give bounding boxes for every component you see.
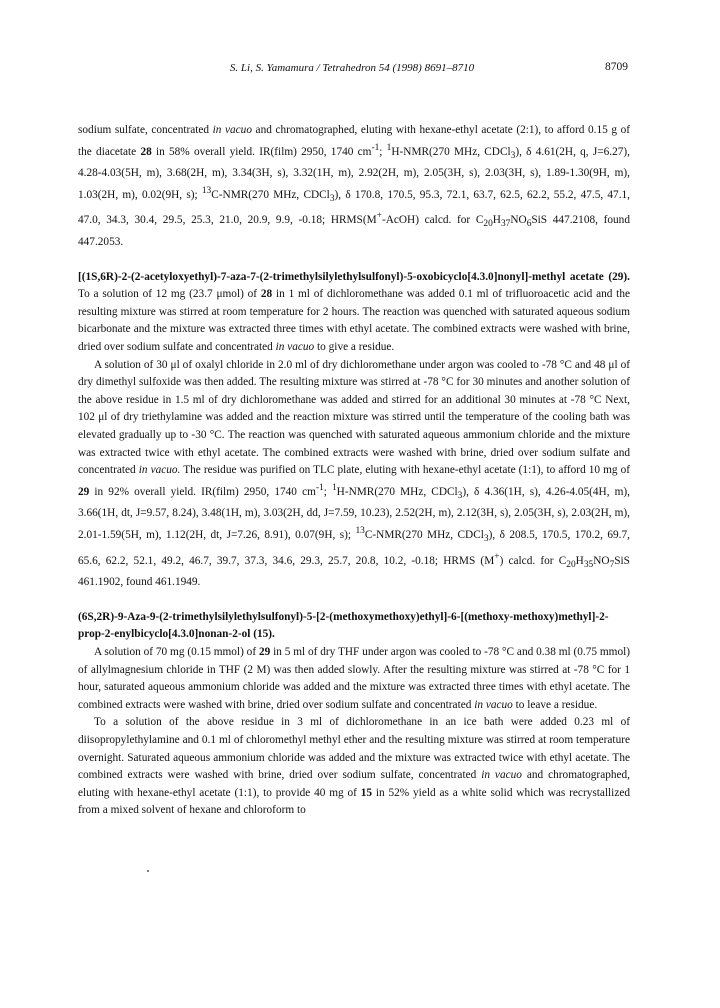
running-head: S. Li, S. Yamamura / Tetrahedron 54 (1998) 8691–8710	[229, 62, 475, 74]
paragraph-allylation: A solution of 70 mg (0.15 mmol) of 29 in 5 ml of dry THF under argon was cooled to -78 °C and 0.38 ml (0.75 mmol) of allylmagnesium chloride in THF (2 M) was then added slowly. After the resulting mixture was stirred at -78 °C for 1 hour, saturated aqueous ammonium chloride was added and the mixture was extracted three times with ethyl acetate. The combined extracts were washed with brine, dried over sodium sulfate and concentrated in vacuo to leave a residue.	[78, 645, 630, 711]
compound-15-title: (6S,2R)-9-Aza-9-(2-trimethylsilylethylsulfonyl)-5-[2-(methoxymethoxy)ethyl]-6-[(methoxy-methoxy)methyl]-2-prop-2-enylbicyclo[4.3.0]nonan-2-ol (15).	[78, 610, 609, 641]
paragraph-compound-29: [(1S,6R)-2-(2-acetyloxyethyl)-7-aza-7-(2-trimethylsilylethylsulfonyl)-5-oxobicyclo[4.3.0]nonyl]-methyl acetate (29). To a solution of 12 mg (23.7 μmol) of 28 in 1 ml of dichloromethane was added 0.1 ml of trifluoroacetic acid and the resulting mixture was stirred at room temperature for 2 hours. The reaction was quenched with saturated aqueous sodium bicarbonate and the mixture was extracted three times with ethyl acetate. The combined extracts were washed with brine, dried over sodium sulfate and concentrated in vacuo to give a residue.	[78, 270, 630, 353]
page-number: 8709	[605, 61, 628, 73]
paragraph-gap	[78, 592, 630, 609]
paragraph-gap	[78, 252, 630, 269]
paragraph-mom-protection: To a solution of the above residue in 3 ml of dichloromethane in an ice bath were added 0.23 ml of diisopropylethylamine and 0.1 ml of chloromethyl methyl ether and the resulting mixture was stirred at room temperature overnight. Saturated aqueous ammonium chloride was added and the mixture was extracted twice with ethyl acetate. The combined extracts were washed with brine, dried over sodium sulfate, concentrated in vacuo and chromatographed, eluting with hexane-ethyl acetate (1:1), to provide 40 mg of 15 in 52% yield as a white solid which was recrystallized from a mixed solvent of hexane and chloroform to	[78, 716, 630, 817]
paragraph-diacetate-28: sodium sulfate, concentrated in vacuo and chromatographed, eluting with hexane-ethyl acetate (2:1), to afford 0.15 g of the diacetate 28 in 58% overall yield. IR(film) 2950, 1740 $cm^{-1}$; $^1$H-NMR(270 MHz, CDCl$_3$), δ 4.61(2H, q, J=6.27), 4.28-4.03(5H, m), 3.68(2H, m), 3.34(3H, s), 3.32(1H, m), 2.92(2H, m), 2.05(3H, s), 2.03(3H, s), 1.89-1.30(9H, m), 1.03(2H, m), 0.02(9H, s); $^{13}$C-NMR(270 MHz, CDCl$_3$), δ 170.8, 170.5, 95.3, 72.1, 63.7, 62.5, 62.2, 55.2, 47.5, 47.1, 47.0, 34.3, 30.4, 29.5, 25.3, 21.0, 20.9, 9.9, -0.18; HRMS(M+-AcOH) calcd. for $C_{20}H_{37}NO_6SiS$ 447.2108, found 447.2053.	[78, 124, 630, 249]
paragraph-oxidation: A solution of 30 μl of oxalyl chloride in 2.0 ml of dry dichloromethane under argon was cooled to -78 °C and 48 μl of dry dimethyl sulfoxide was then added. The resulting mixture was stirred at -78 °C for 30 minutes and another solution of the above residue in 1.5 ml of dry dichloromethane was added and stirred for an additional 30 minutes at -78 °C Next, 102 μl of dry triethylamine was added and the reaction mixture was stirred until the temperature of the cooling bath was elevated gradually up to -30 °C. The reaction was quenched with saturated aqueous ammonium chloride and the mixture was extracted twice with ethyl acetate. The combined extracts were washed with brine, dried over sodium sulfate and concentrated in vacuo. The residue was purified on TLC plate, eluting with hexane-ethyl acetate (1:1), to afford 10 mg of 29 in 92% overall yield. IR(film) 2950, 1740 $cm^{-1}$; $^1$H-NMR(270 MHz, CDCl$_3$), δ 4.36(1H, s), 4.26-4.05(4H, m), 3.66(1H, dt, J=9.57, 8.24), 3.48(1H, m), 3.03(2H, dd, J=7.59, 10.23), 2.52(2H, m), 2.12(3H, s), 2.05(3H, s), 2.03(2H, m), 2.01-1.59(5H, m), 1.12(2H, dt, J=7.26, 8.91), 0.07(9H, s); $^{13}$C-NMR(270 MHz, CDCl$_3$), δ 208.5, 170.5, 170.2, 69.7, 65.6, 62.2, 52.1, 49.2, 46.7, 39.7, 37.3, 34.6, 29.3, 25.7, 20.8, 10.2, -0.18; HRMS (M+) calcd. for $C_{20}H_{35}NO_7SiS$ 461.1902, found 461.1949.	[78, 358, 631, 589]
stray-mark	[147, 870, 149, 872]
article-body	[78, 122, 630, 820]
compound-29-title: [(1S,6R)-2-(2-acetyloxyethyl)-7-aza-7-(2-trimethylsilylethylsulfonyl)-5-oxobicyclo[4.3.0]nonyl]-methyl acetate (29).	[78, 270, 630, 283]
